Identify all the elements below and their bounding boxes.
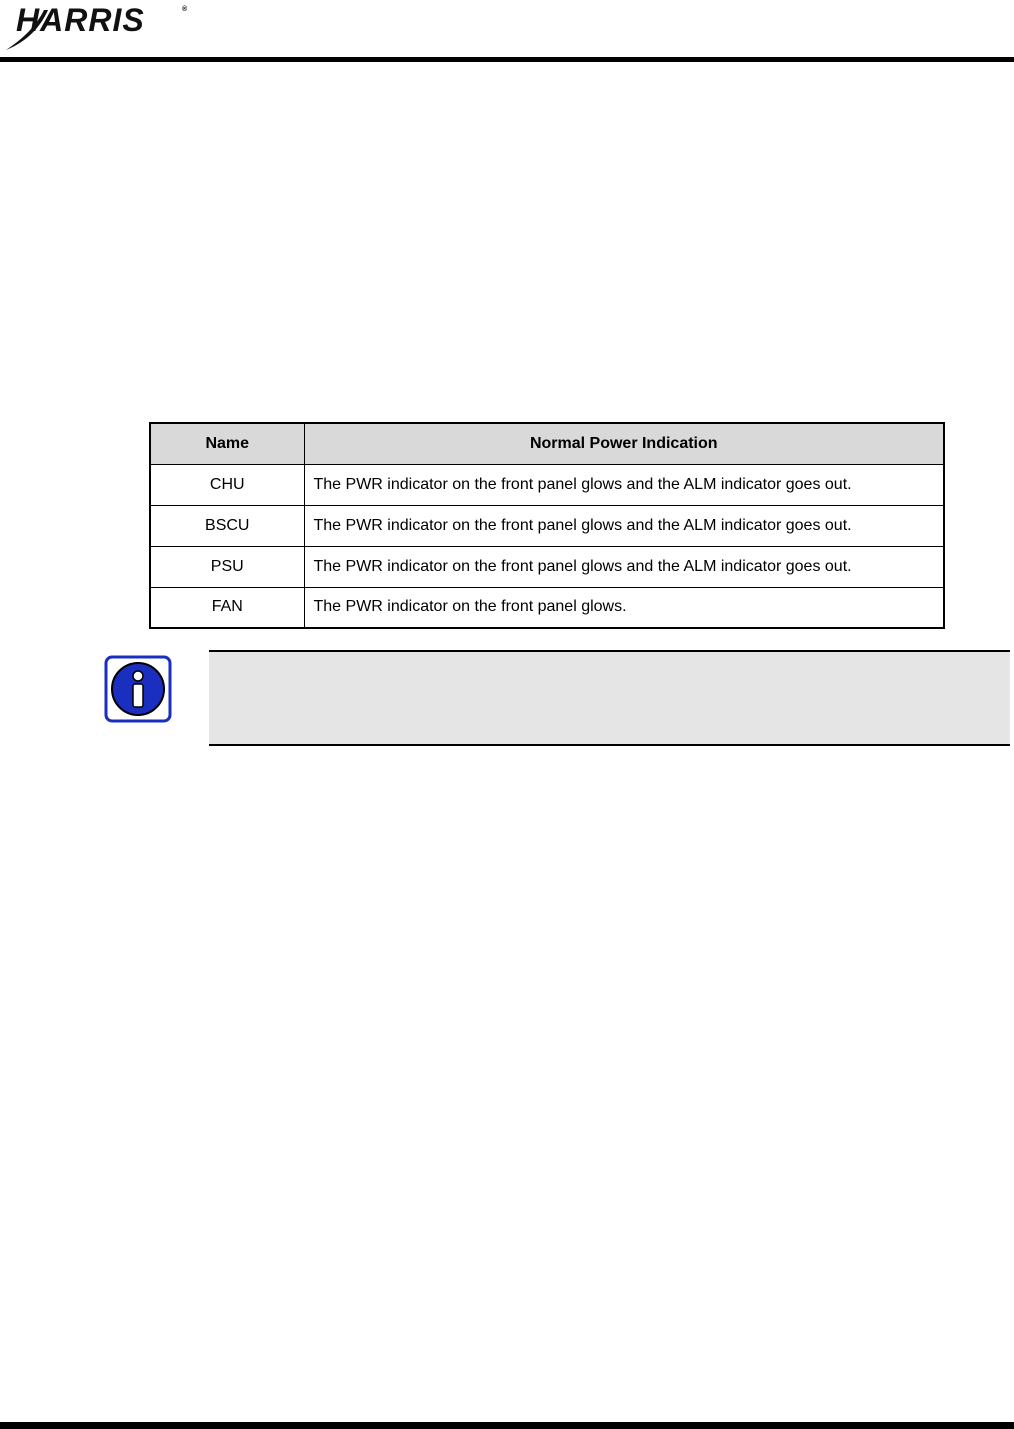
table-row (150, 505, 944, 546)
column-header-indication: Normal Power Indication (304, 423, 944, 464)
table-row (150, 587, 944, 628)
row-name: BSCU (150, 505, 304, 546)
logo-registered-mark: ® (182, 6, 188, 13)
power-indication-table (149, 422, 945, 629)
row-indication: The PWR indicator on the front panel glows and the ALM indicator goes out. (304, 546, 944, 587)
harris-logo (4, 0, 194, 54)
row-indication: The PWR indicator on the front panel glows and the ALM indicator goes out. (304, 505, 944, 546)
row-name: FAN (150, 587, 304, 628)
table-header-row (150, 423, 944, 464)
row-indication: The PWR indicator on the front panel glows and the ALM indicator goes out. (304, 464, 944, 505)
column-header-name: Name (150, 423, 304, 464)
row-name: CHU (150, 464, 304, 505)
note-box (209, 650, 1010, 746)
logo-text: HARRIS (16, 2, 145, 38)
row-indication: The PWR indicator on the front panel glows. (304, 587, 944, 628)
footer-rule (0, 1422, 1014, 1429)
header-rule (0, 57, 1014, 62)
table-row (150, 546, 944, 587)
row-name: PSU (150, 546, 304, 587)
info-icon (104, 655, 172, 723)
table-row (150, 464, 944, 505)
